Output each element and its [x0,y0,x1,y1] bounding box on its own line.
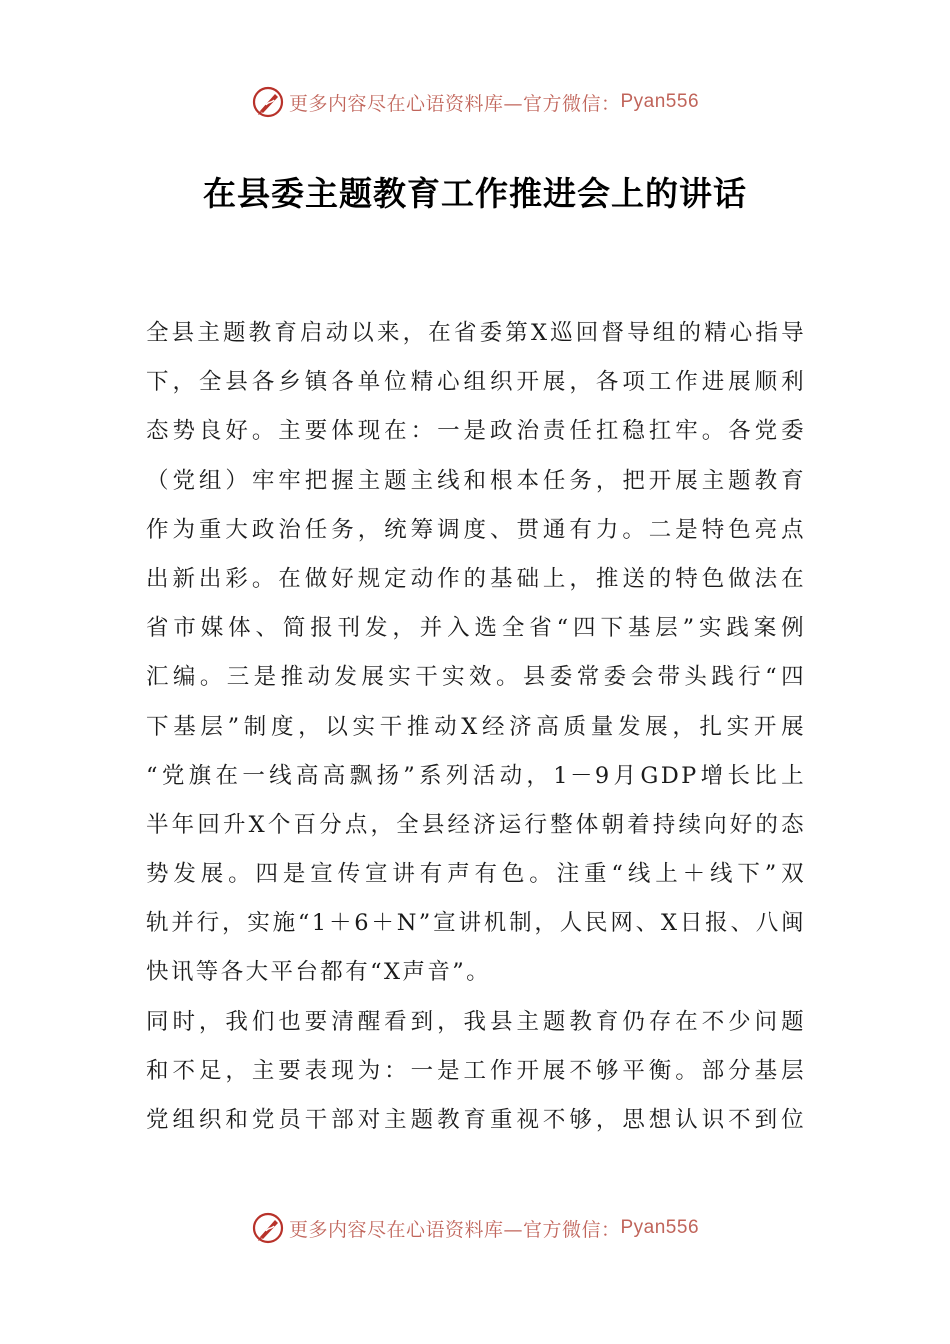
paragraph-line: （党组）牢牢把握主题主线和根本任务，把开展主题教育 [146,467,806,494]
footer-banner-text: 更多内容尽在心语资料库—官方微信： [288,1218,621,1241]
header-watermark-banner [0,82,950,122]
pen-logo-icon [251,85,285,119]
paragraph-line: 作为重大政治任务，统筹调度、贯通有力。二是特色亮点 [146,516,806,543]
header-banner-text: 更多内容尽在心语资料库—官方微信： [288,92,621,115]
paragraph-line: 快讯等各大平台都有“X声音”。 [146,959,492,986]
footer-wechat-id: Pyan556 [620,1217,700,1238]
paragraph-line: 半年回升X个百分点，全县经济运行整体朝着持续向好的态 [146,811,806,838]
paragraph-line: 党组织和党员干部对主题教育重视不够，思想认识不到位 [146,1107,806,1133]
header-wechat-id: Pyan556 [620,91,700,112]
pen-logo-icon [251,1211,285,1245]
paragraph-line: 下，全县各乡镇各单位精心组织开展，各项工作进展顺利 [146,369,806,396]
paragraph-line: 汇编。三是推动发展实干实效。县委常委会带头践行“四 [146,664,806,691]
paragraph-line: 出新出彩。在做好规定动作的基础上，推送的特色做法在 [146,565,806,592]
paragraph-line: 下基层”制度，以实干推动X经济高质量发展，扎实开展 [146,713,806,740]
paragraph-line: 势发展。四是宣传宣讲有声有色。注重“线上＋线下”双 [146,861,806,888]
paragraph-line: 轨并行，实施“1＋6＋N”宣讲机制，人民网、X日报、八闽 [146,910,806,937]
document-body [146,309,806,1145]
document-title: 在县委主题教育工作推进会上的讲话 [203,174,747,213]
paragraph-line: 和不足，主要表现为：一是工作开展不够平衡。部分基层 [146,1057,806,1084]
paragraph-line: “党旗在一线高高飘扬”系列活动，1－9月GDP增长比上 [146,762,806,789]
paragraph-line: 全县主题教育启动以来，在省委第X巡回督导组的精心指导 [146,320,806,346]
paragraph-line: 同时，我们也要清醒看到，我县主题教育仍存在不少问题 [146,1008,806,1035]
paragraph-line: 省市媒体、简报刊发，并入选全省“四下基层”实践案例 [146,615,806,642]
footer-watermark-banner [0,1208,950,1248]
paragraph-line: 态势良好。主要体现在：一是政治责任扛稳扛牢。各党委 [146,418,806,445]
